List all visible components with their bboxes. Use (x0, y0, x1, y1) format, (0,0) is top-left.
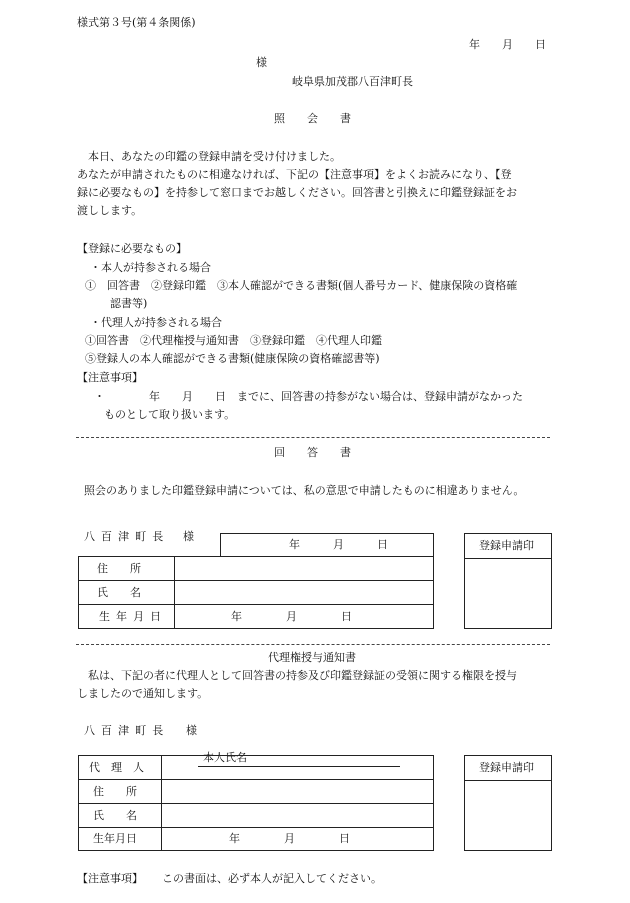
reply-address-label: 住 所 (97, 562, 141, 575)
addressee-suffix: 様 (256, 56, 267, 69)
notes-line2: ものとして取り扱います。 (104, 408, 236, 421)
inquiry-body-line2: あなたが申請されたものに相違なければ、下記の【注意事項】をよくお読みになり、【登 (77, 168, 512, 181)
cut-line (76, 437, 550, 438)
proxy-notice-body-line1: 私は、下記の者に代理人として回答書の持参及び印鑑登録証の受領に関する権限を授与 (77, 669, 517, 682)
reply-name-label: 氏 名 (97, 586, 141, 599)
agent-label: 代 理 人 (89, 761, 144, 774)
footer-notes-heading: 【注意事項】 (77, 872, 143, 885)
reply-dob-label: 生年月日 (99, 610, 168, 623)
proxy-address-label: 住 所 (93, 785, 137, 798)
cut-line-2 (76, 644, 550, 645)
self-items-line1: ① 回答書 ②登録印鑑 ③本人確認ができる書類(個人番号カード、健康保険の資格確 (85, 279, 518, 292)
proxy-notice-body-line2: しましたので通知します。 (77, 687, 209, 700)
proxy-mayor-suffix: 様 (186, 724, 197, 737)
self-heading: ・本人が持参される場合 (90, 261, 211, 274)
reply-date: 年 月 日 (289, 538, 388, 551)
inquiry-body-line4: 渡しします。 (77, 204, 143, 217)
footer-notes-text: この書面は、必ず本人が記入してください。 (162, 872, 382, 885)
reply-title: 回 答 書 (274, 446, 351, 459)
proxy-mayor-label: 八百津町長 (84, 724, 170, 737)
inquiry-body-line3: 録に必要なもの】を持参して窓口までお越しください。回答書と引換えに印鑑登録証をお (77, 186, 517, 199)
inquiry-body-line1: 本日、あなたの印鑑の登録申請を受け付けました。 (77, 150, 341, 163)
proxy-dob-value: 年 月 日 (229, 832, 350, 845)
proxy-heading: ・代理人が持参される場合 (90, 316, 222, 329)
reply-mayor-label: 八百津町長 (84, 530, 170, 543)
principal-name-label: 本人氏名 (203, 751, 247, 764)
notes-line1: 年 月 日 までに、回答書の持参がない場合は、登録申請がなかった (149, 390, 523, 403)
date-line: 年 月 日 (469, 38, 546, 51)
reply-seal-label: 登録申請印 (479, 539, 534, 552)
reply-seal-box[interactable] (464, 533, 552, 629)
required-heading: 【登録に必要なもの】 (77, 242, 187, 255)
inquiry-title: 照 会 書 (274, 112, 351, 125)
proxy-notice-title: 代理権授与通知書 (268, 651, 356, 664)
self-items-line2: 認書等) (110, 297, 148, 310)
proxy-seal-label: 登録申請印 (479, 761, 534, 774)
reply-name-field[interactable] (173, 590, 433, 610)
proxy-dob-label: 生年月日 (93, 832, 137, 845)
reply-date-box[interactable] (220, 533, 434, 557)
reply-dob-value: 年 月 日 (231, 610, 352, 623)
proxy-seal-box[interactable] (464, 755, 552, 851)
proxy-name-label: 氏 名 (93, 809, 137, 822)
proxy-items-line2: ⑤登録人の本人確認ができる書類(健康保険の資格確認書等) (85, 352, 380, 365)
proxy-form-table (78, 755, 434, 851)
form-number: 様式第３号(第４条関係) (77, 16, 196, 29)
notes-heading: 【注意事項】 (77, 371, 143, 384)
notes-bullet: ・ (94, 390, 105, 403)
proxy-items-line1: ①回答書 ②代理権授与通知書 ③登録印鑑 ④代理人印鑑 (85, 334, 382, 347)
reply-statement: 照会のありました印鑑登録申請については、私の意思で申請したものに相違ありません。 (84, 484, 525, 497)
reply-address-field[interactable] (173, 566, 433, 586)
proxy-address-field[interactable] (162, 781, 432, 801)
reply-mayor-suffix: 様 (183, 530, 194, 543)
proxy-name-field[interactable] (162, 805, 432, 825)
issuer: 岐阜県加茂郡八百津町長 (292, 75, 413, 88)
